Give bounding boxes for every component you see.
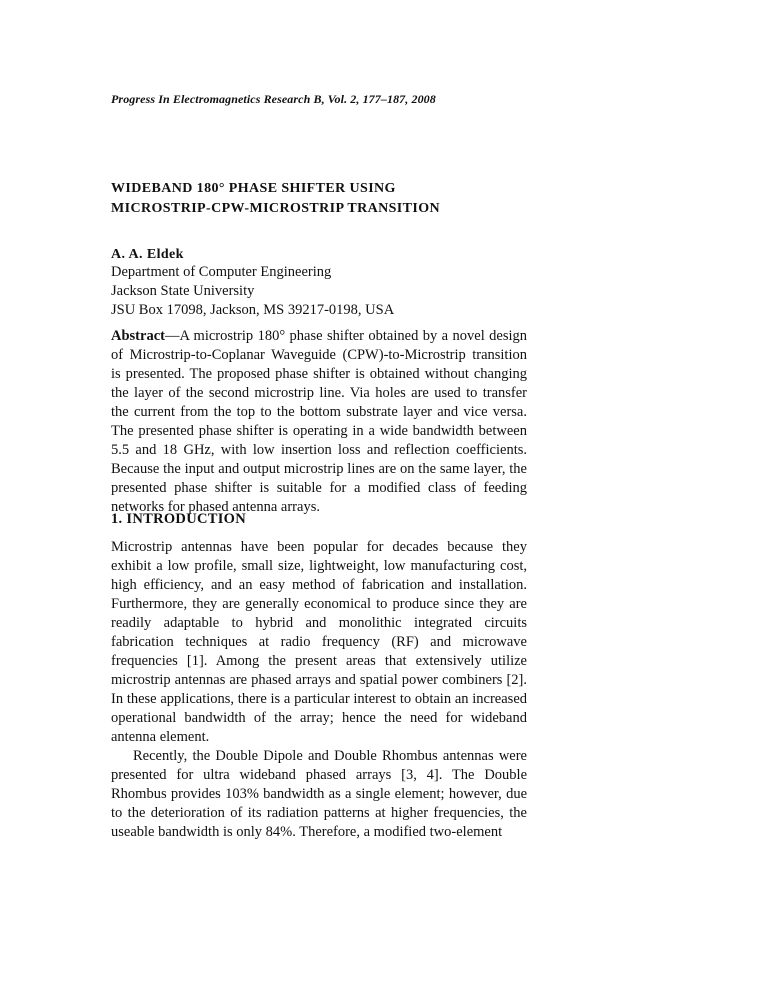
paper-title: [111, 179, 440, 219]
running-head: Progress In Electromagnetics Research B, Vol. 2, 177–187, 2008: [111, 92, 436, 106]
abstract: [111, 327, 527, 517]
section-body-introduction: [111, 538, 527, 842]
affiliation: [111, 263, 394, 320]
abstract-text: —A microstrip 180° phase shifter obtained by a novel design of Microstrip-to-Coplanar Waveguide (CPW)-to-Microstrip transition is presented. The proposed phase shifter is obtained without changing the layer of the second microstrip line. Via holes are used to transfer the current from the top to the bottom substrate layer and vice versa. The presented phase shifter is operating in a wide bandwidth between 5.5 and 18 GHz, with low insertion loss and reflection coefficients. Because the input and output microstrip lines are on the same layer, the presented phase shifter is suitable for a modified class of feeding networks for phased antenna arrays.: [111, 328, 527, 515]
paper-title-line-1: WIDEBAND 180° PHASE SHIFTER USING: [111, 181, 396, 196]
abstract-label: Abstract: [111, 328, 165, 344]
affiliation-university: Jackson State University: [111, 283, 255, 299]
affiliation-address: JSU Box 17098, Jackson, MS 39217-0198, USA: [111, 302, 395, 318]
body-paragraph-1: Microstrip antennas have been popular for decades because they exhibit a low profile, small size, lightweight, low manufacturing cost, high efficiency, and an easy method of fabrication and installation. Furthermore, they are generally economical to produce since they are readily adaptable to hybrid and monolithic integrated circuits fabrication techniques at radio frequency (RF) and microwave frequencies [1]. Among the present areas that extensively utilize microstrip antennas are phased arrays and spatial power combiners [2]. In these applications, there is a particular interest to obtain an increased operational bandwidth of the array; hence the need for wideband antenna element.: [111, 539, 527, 745]
author-name: A. A. Eldek: [111, 247, 184, 262]
affiliation-department: Department of Computer Engineering: [111, 264, 332, 280]
paper-title-line-2: MICROSTRIP-CPW-MICROSTRIP TRANSITION: [111, 201, 441, 216]
body-paragraph-2: Recently, the Double Dipole and Double Rhombus antennas were presented for ultra wideband phased arrays [3, 4]. The Double Rhombus provides 103% bandwidth as a single element; however, due to the deterioration of its radiation patterns at higher frequencies, the useable bandwidth is only 84%. Therefore, a modified two-element: [111, 748, 527, 840]
section-heading-introduction: 1. INTRODUCTION: [111, 511, 247, 527]
